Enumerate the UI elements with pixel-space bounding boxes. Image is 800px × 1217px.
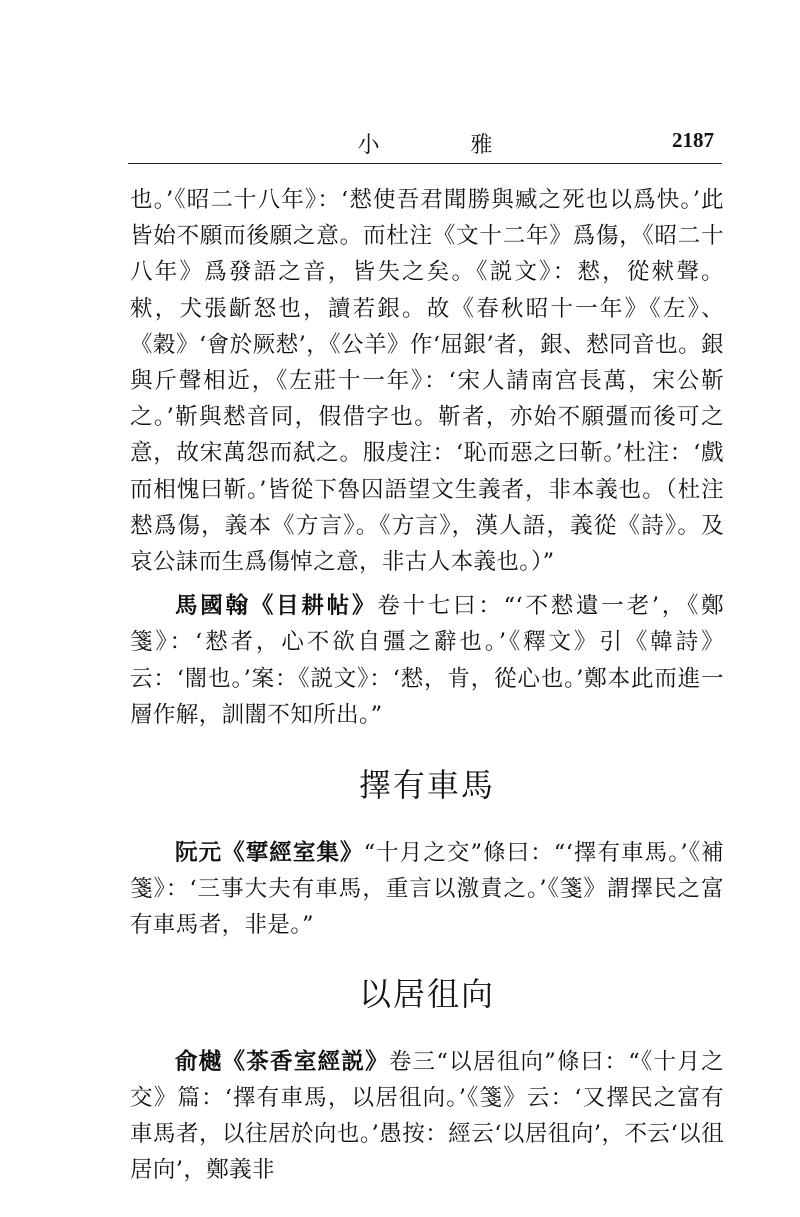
paragraph-text: “十月之交”條曰：“‘擇有車馬。’《補箋》：‘三事大夫有車馬，重言以激責之。’《箋》謂擇民之富有車馬者，非是。” (130, 840, 724, 939)
paragraph-yu-yue (130, 1044, 724, 1189)
page-header (128, 126, 722, 162)
source-citation: 俞樾《茶香室經説》 (175, 1048, 389, 1075)
header-rule (128, 163, 722, 164)
running-title: 小 雅 (357, 133, 535, 158)
source-citation: 阮元《揅經室集》 (175, 840, 364, 867)
section-heading: 以居徂向 (358, 974, 495, 1013)
paragraph-text: 卷十七曰：“‘不慭遺一老’，《鄭箋》：‘慭者，心不欲自彊之辭也。’《釋文》引《韓詩》云：‘闇也。’案：《説文》：‘慭，肯，從心也。’鄭本此而進一層作解，訓闇不知所出。” (130, 593, 724, 728)
paragraph-ma-guohan (130, 588, 724, 733)
page-body (130, 182, 724, 1188)
source-citation: 馬國翰《目耕帖》 (175, 593, 378, 620)
paragraph-text: 卷三“以居徂向”條曰：“《十月之交》篇：‘擇有車馬，以居徂向。’《箋》云：‘又擇民之富有車馬者，以往居於向也。’愚按：經云‘以居徂向’，不云‘以徂居向’，鄭義非 (130, 1048, 724, 1184)
continued-paragraph: 也。’《昭二十八年》：‘慭使吾君聞勝與臧之死也以爲快。’此皆始不願而後願之意。而杜注《文十二年》爲傷，《昭二十八年》爲發語之音，皆失之矣。《説文》：慭，從猌聲。猌，犬張齗怒也，讀若銀。故《春秋昭十一年》《左》、《穀》‘會於厥慭’，《公羊》作‘屈銀’者，銀、慭同音也。銀與斤聲相近，《左莊十一年》：‘宋人請南宫長萬，宋公靳之。’靳與慭音同，假借字也。靳者，亦始不願彊而後可之意，故宋萬怨而弑之。服虔注：‘恥而惡之曰靳。’杜注：‘戲而相愧曰靳。’皆從下魯囚語望文生義者，非本義也。（杜注慭爲傷，義本《方言》。《方言》，漢人語，義從《詩》。及哀公誄而生爲傷悼之意，非古人本義也。）” (130, 187, 724, 576)
page-number: 2187 (672, 128, 714, 152)
paragraph-ruan-yuan (130, 835, 724, 944)
section-heading: 擇有車馬 (358, 766, 495, 805)
